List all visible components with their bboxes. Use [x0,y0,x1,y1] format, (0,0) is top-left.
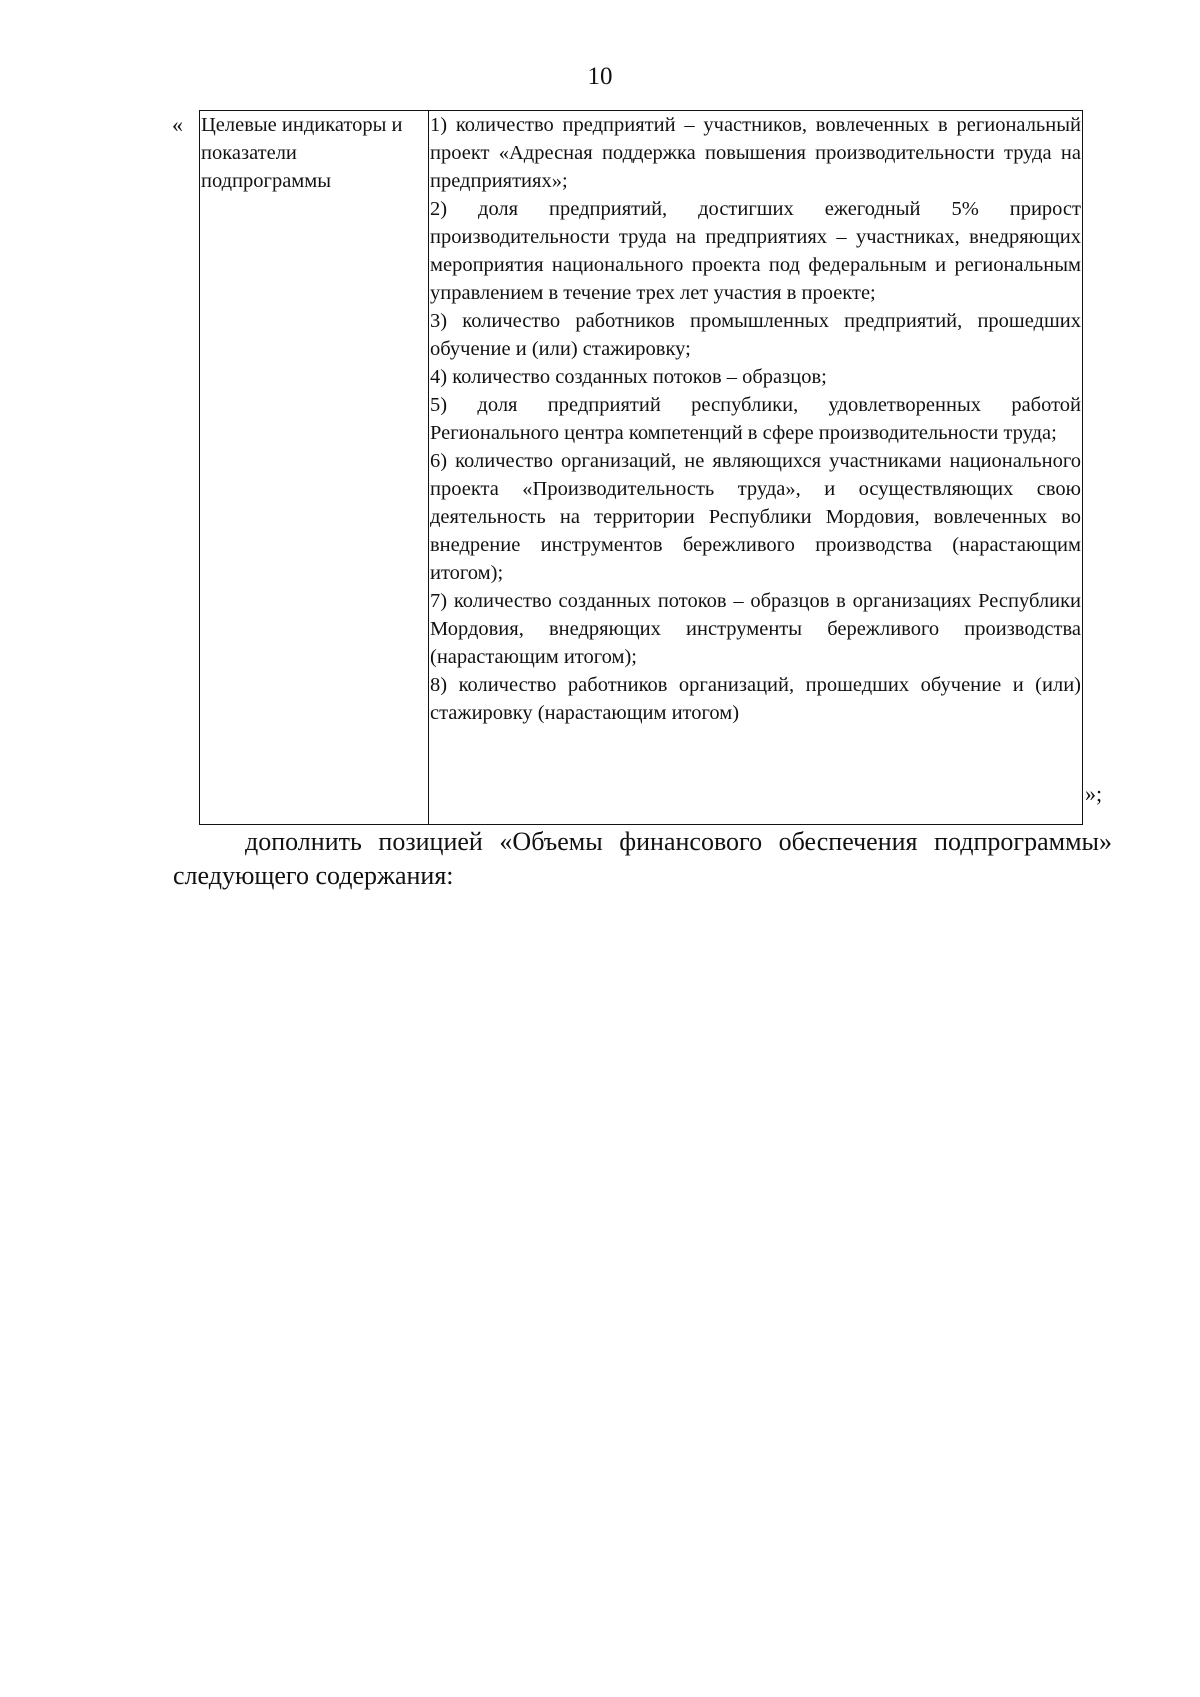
table-label-cell: Целевые индикаторы и показатели подпрограммы [200,111,429,825]
indicators-table [199,110,1083,825]
indicator-item: 1) количество предприятий – участников, вовлеченных в региональный проект «Адресная поддержка повышения производительности труда на предприятиях»; [430,114,1081,192]
opening-quote-mark: « [172,112,183,137]
table-row [200,111,1083,825]
indicator-item: 5) доля предприятий республики, удовлетворенных работой Регионального центра компетенций в сфере производительности труда; [430,394,1081,444]
closing-quote-mark: »; [1085,781,1103,806]
indicator-item: 6) количество организаций, не являющихся участниками национального проекта «Производительность труда», и осуществляющих свою деятельность на территории Республики Мордовия, вовлеченных во внедрение инструментов бережливого производства (нарастающим итогом); [430,450,1081,584]
table-items-cell [429,111,1083,825]
page-number: 10 [587,63,613,90]
indicator-item: 7) количество созданных потоков – образцов в организациях Республики Мордовия, внедряющих инструменты бережливого производства (нарастающим итогом); [430,590,1081,668]
indicator-item: 2) доля предприятий, достигших ежегодный 5% прирост производительности труда на предприятиях – участниках, внедряющих мероприятия национального проекта под федеральным и региональным управлением в течение трех лет участия в проекте; [430,198,1081,304]
indicator-item: 8) количество работников организаций, прошедших обучение и (или) стажировку (нарастающим итогом) [430,674,1081,724]
indicator-item: 3) количество работников промышленных предприятий, прошедших обучение и (или) стажировку; [430,310,1081,360]
amendment-paragraph: дополнить позицией «Объемы финансового обеспечения подпрограммы» следующего содержания: [173,827,1112,890]
indicator-item: 4) количество созданных потоков – образцов; [430,366,827,388]
